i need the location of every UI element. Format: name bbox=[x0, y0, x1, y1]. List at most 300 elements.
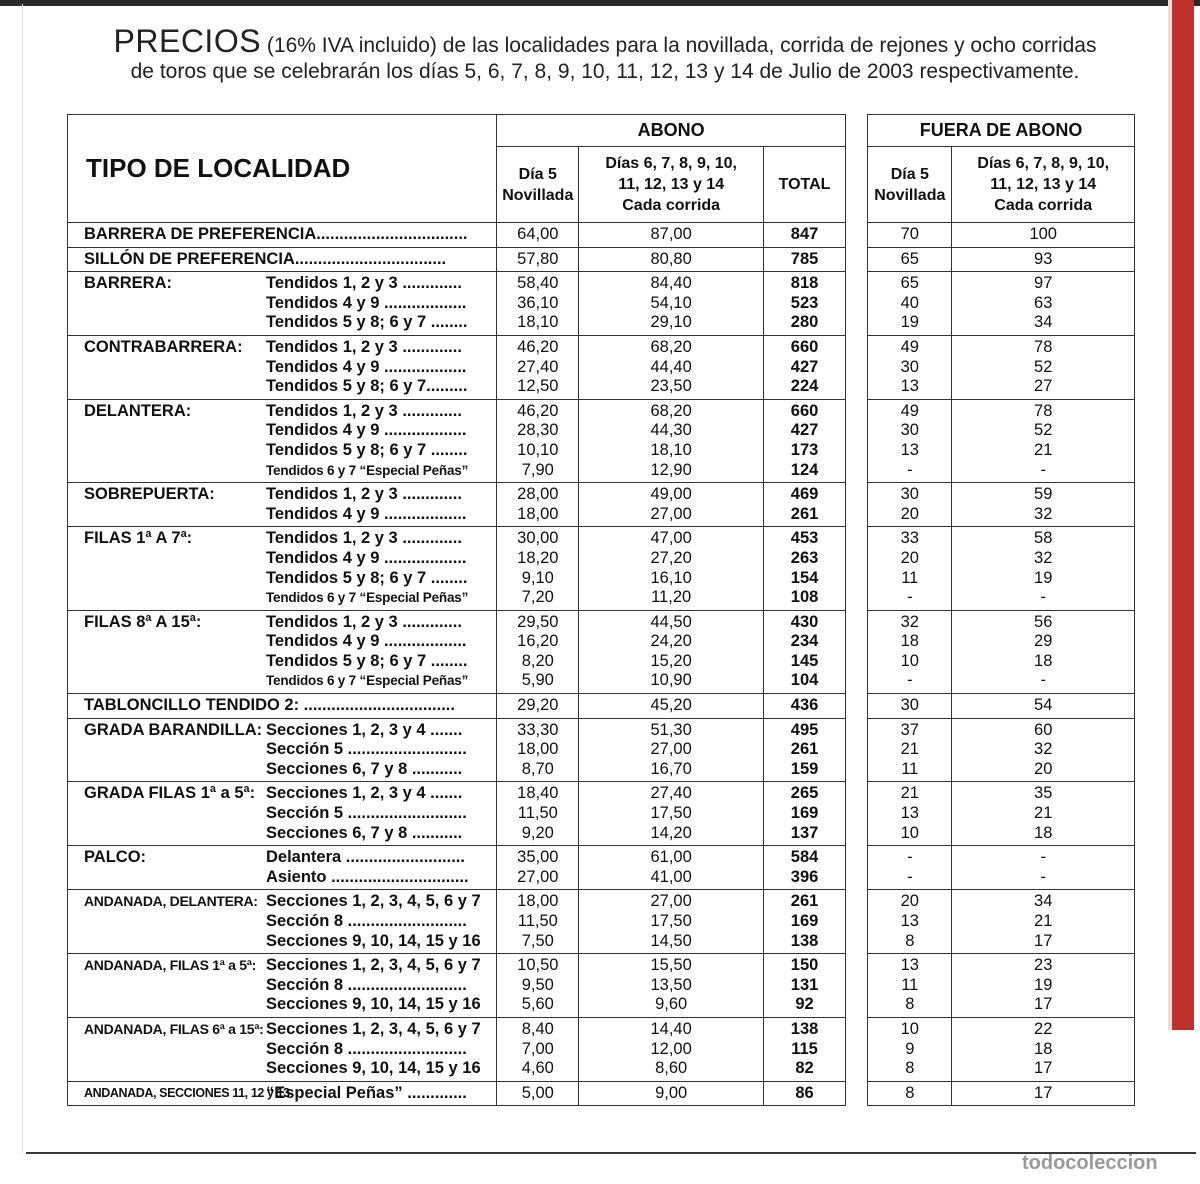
price-value: 8,40 bbox=[521, 1019, 554, 1038]
table-row bbox=[68, 247, 1135, 272]
column-gap bbox=[846, 399, 868, 482]
price-value: 32 bbox=[900, 612, 919, 631]
sublocation-label: Sección 8 .......................... bbox=[266, 975, 467, 994]
price-value: 13 bbox=[900, 377, 919, 396]
price-value: 27,40 bbox=[650, 784, 692, 803]
column-gap bbox=[846, 718, 868, 782]
table-row bbox=[68, 483, 1135, 527]
price-value: 18,20 bbox=[517, 548, 559, 567]
sublocation-label: Tendidos 1, 2 y 3 ............. bbox=[266, 274, 462, 293]
total-cell bbox=[763, 782, 845, 846]
price-value: 56 bbox=[1034, 612, 1053, 631]
category-label: GRADA BARANDILLA: bbox=[84, 720, 263, 739]
total-cell bbox=[763, 718, 845, 782]
fuera-dia5-cell bbox=[868, 483, 952, 527]
abono-corrida-cell bbox=[579, 247, 764, 272]
price-value: 396 bbox=[790, 867, 819, 886]
price-value: 8,60 bbox=[655, 1059, 688, 1078]
abono-corrida-cell bbox=[579, 782, 764, 846]
fuera-corrida-cell bbox=[952, 1081, 1135, 1106]
table-row bbox=[68, 272, 1135, 336]
abono-corrida-cell bbox=[579, 1017, 764, 1081]
price-value: 10,50 bbox=[517, 956, 559, 975]
price-value: 30 bbox=[900, 696, 919, 715]
abono-dia5-cell bbox=[497, 483, 579, 527]
price-value: 137 bbox=[790, 823, 819, 842]
price-value: 12,90 bbox=[650, 460, 692, 479]
abono-dia5-cell bbox=[497, 954, 579, 1018]
watermark-text: todocoleccion bbox=[1022, 1152, 1158, 1174]
total-cell bbox=[763, 223, 845, 248]
sublocation-label: Sección 8 .......................... bbox=[266, 1039, 467, 1058]
sublocation-label: Secciones 1, 2, 3 y 4 ....... bbox=[266, 784, 463, 803]
price-value: 11 bbox=[901, 759, 919, 778]
price-value: 11 bbox=[901, 975, 919, 994]
sublocation-label: Tendidos 6 y 7 “Especial Peñas” bbox=[266, 462, 469, 478]
table-row bbox=[68, 223, 1135, 248]
price-value: 93 bbox=[1034, 249, 1053, 268]
price-value: 224 bbox=[790, 377, 819, 396]
red-side-strip bbox=[1172, 0, 1194, 1030]
price-value: 21 bbox=[1034, 440, 1053, 459]
price-value: 818 bbox=[790, 274, 819, 293]
price-value: 18,00 bbox=[517, 504, 559, 523]
column-gap bbox=[846, 610, 868, 693]
column-gap bbox=[846, 890, 868, 954]
column-gap bbox=[846, 846, 868, 890]
abono-corrida-cell bbox=[579, 483, 764, 527]
fuera-corrida-cell bbox=[952, 272, 1135, 336]
price-value: 13,50 bbox=[650, 975, 692, 994]
column-gap bbox=[846, 483, 868, 527]
price-value: 15,20 bbox=[650, 651, 692, 670]
price-value: 495 bbox=[790, 720, 819, 739]
column-gap bbox=[846, 335, 868, 399]
price-value: 18 bbox=[1034, 823, 1053, 842]
header-tipo: TIPO DE LOCALIDAD bbox=[68, 115, 497, 223]
category-label: ANDANADA, FILAS 6ª a 15ª: bbox=[84, 1020, 264, 1037]
price-value: 108 bbox=[790, 588, 819, 607]
price-value: 64,00 bbox=[517, 225, 559, 243]
table-row bbox=[68, 718, 1135, 782]
price-value: 18,00 bbox=[517, 740, 559, 759]
price-value: 33 bbox=[900, 529, 919, 548]
price-value: 40 bbox=[900, 293, 919, 312]
abono-corrida-cell bbox=[579, 694, 764, 719]
abono-dia5-cell bbox=[497, 399, 579, 482]
price-value: 24,20 bbox=[650, 632, 692, 651]
category-label: SOBREPUERTA: bbox=[84, 485, 215, 504]
table-row bbox=[68, 335, 1135, 399]
total-cell bbox=[763, 483, 845, 527]
price-value: 30 bbox=[900, 357, 919, 376]
fuera-dia5-cell bbox=[868, 1017, 952, 1081]
row-label bbox=[68, 247, 497, 272]
price-value: 28,30 bbox=[517, 421, 559, 440]
sublocation-label: Tendidos 4 y 9 .................. bbox=[266, 548, 467, 567]
page-title bbox=[60, 23, 1150, 85]
price-value: 44,50 bbox=[650, 612, 692, 631]
fuera-dia5-cell bbox=[868, 223, 952, 248]
price-value: 9,20 bbox=[521, 823, 554, 842]
price-value: 32 bbox=[1034, 548, 1053, 567]
row-label bbox=[68, 223, 497, 248]
price-value: 29 bbox=[1034, 632, 1053, 651]
price-value: 65 bbox=[900, 249, 919, 268]
price-value: 92 bbox=[795, 995, 814, 1014]
fuera-corrida-cell bbox=[952, 527, 1135, 610]
table-row bbox=[68, 527, 1135, 610]
fuera-dia5-cell bbox=[868, 694, 952, 719]
price-value: - bbox=[907, 671, 913, 690]
price-value: 8 bbox=[905, 995, 915, 1014]
price-value: 13 bbox=[900, 440, 919, 459]
price-value: 18 bbox=[1034, 1039, 1053, 1058]
abono-dia5-cell bbox=[497, 247, 579, 272]
price-value: 234 bbox=[790, 632, 819, 651]
price-value: - bbox=[1040, 588, 1046, 607]
abono-corrida-cell bbox=[579, 718, 764, 782]
price-value: 27,00 bbox=[650, 740, 692, 759]
price-value: 14,20 bbox=[650, 823, 692, 842]
price-value: 59 bbox=[1034, 485, 1053, 504]
price-value: 14,50 bbox=[650, 931, 692, 950]
fuera-dia5-cell bbox=[868, 527, 952, 610]
category-label: BARRERA: bbox=[84, 274, 172, 293]
sublocation-label: Tendidos 1, 2 y 3 ............. bbox=[266, 612, 462, 631]
fuera-corrida-cell bbox=[952, 718, 1135, 782]
fuera-dia5-cell bbox=[868, 890, 952, 954]
row-label bbox=[68, 335, 497, 399]
price-value: 261 bbox=[790, 740, 819, 759]
price-value: 10,90 bbox=[650, 671, 692, 690]
price-value: 20 bbox=[900, 892, 919, 911]
price-value: 49 bbox=[900, 337, 919, 356]
price-value: 29,10 bbox=[650, 313, 692, 332]
abono-dia5-cell bbox=[497, 610, 579, 693]
row-label bbox=[68, 1017, 497, 1081]
price-value: 660 bbox=[790, 337, 819, 356]
abono-dia5-cell bbox=[497, 846, 579, 890]
price-value: 584 bbox=[790, 848, 819, 867]
category-label: TABLONCILLO TENDIDO 2: ................................. bbox=[84, 696, 455, 715]
price-value: 12,00 bbox=[650, 1039, 692, 1058]
price-value: 80,80 bbox=[650, 249, 692, 268]
price-value: 138 bbox=[790, 1019, 819, 1038]
header-fuera-dias: Días 6, 7, 8, 9, 10, 11, 12, 13 y 14 Cada corrida bbox=[952, 147, 1135, 223]
price-value: 9 bbox=[905, 1039, 915, 1058]
total-cell bbox=[763, 890, 845, 954]
column-gap bbox=[846, 694, 868, 719]
price-value: 21 bbox=[1034, 804, 1053, 823]
price-value: - bbox=[1040, 671, 1046, 690]
header-fuera-dia5: Día 5 Novillada bbox=[868, 147, 952, 223]
price-value: 100 bbox=[1029, 225, 1057, 243]
column-gap bbox=[846, 247, 868, 272]
abono-dia5-cell bbox=[497, 694, 579, 719]
sublocation-label: Tendidos 6 y 7 “Especial Peñas” bbox=[266, 673, 469, 689]
sublocation-label: Tendidos 4 y 9 .................. bbox=[266, 504, 467, 523]
abono-dia5-cell bbox=[497, 1017, 579, 1081]
table-row bbox=[68, 694, 1135, 719]
table-row bbox=[68, 1081, 1135, 1106]
fuera-corrida-cell bbox=[952, 247, 1135, 272]
column-gap bbox=[846, 954, 868, 1018]
price-value: 21 bbox=[900, 740, 919, 759]
header-abono: ABONO bbox=[497, 115, 846, 147]
price-value: 785 bbox=[790, 249, 819, 268]
category-label: ANDANADA, DELANTERA: bbox=[84, 893, 258, 910]
row-label bbox=[68, 272, 497, 336]
price-value: 19 bbox=[1034, 568, 1053, 587]
price-value: 20 bbox=[900, 548, 919, 567]
sublocation-label: Sección 5 .......................... bbox=[266, 804, 467, 823]
price-value: 32 bbox=[1034, 740, 1053, 759]
row-label bbox=[68, 954, 497, 1018]
total-cell bbox=[763, 527, 845, 610]
price-value: 30,00 bbox=[517, 529, 559, 548]
price-value: 145 bbox=[790, 651, 819, 670]
header-abono-dia5: Día 5 Novillada bbox=[497, 147, 579, 223]
column-gap bbox=[846, 1081, 868, 1106]
category-label: DELANTERA: bbox=[84, 401, 192, 420]
price-value: 169 bbox=[790, 804, 819, 823]
price-value: 16,10 bbox=[650, 568, 692, 587]
abono-corrida-cell bbox=[579, 890, 764, 954]
price-value: 436 bbox=[790, 696, 819, 715]
total-cell bbox=[763, 399, 845, 482]
category-label: ANDANADA, SECCIONES 11, 12 y 13 bbox=[84, 1085, 290, 1100]
price-value: 23,50 bbox=[650, 377, 692, 396]
price-value: 17 bbox=[1034, 1059, 1053, 1078]
abono-dia5-cell bbox=[497, 223, 579, 248]
table-row bbox=[68, 782, 1135, 846]
price-value: 44,30 bbox=[650, 421, 692, 440]
price-value: 18,00 bbox=[517, 892, 559, 911]
price-value: 28,00 bbox=[517, 485, 559, 504]
price-value: 17,50 bbox=[650, 912, 692, 930]
price-value: 17 bbox=[1034, 1083, 1053, 1102]
abono-dia5-cell bbox=[497, 527, 579, 610]
header-total: TOTAL bbox=[763, 147, 845, 223]
fuera-corrida-cell bbox=[952, 694, 1135, 719]
row-label bbox=[68, 694, 497, 719]
price-value: 5,60 bbox=[521, 995, 554, 1014]
sublocation-label: Tendidos 1, 2 y 3 ............. bbox=[266, 529, 462, 548]
price-value: 11,50 bbox=[517, 804, 558, 823]
price-value: 47,00 bbox=[650, 529, 692, 548]
price-value: - bbox=[907, 867, 913, 886]
price-value: 10,10 bbox=[517, 440, 559, 459]
total-cell bbox=[763, 335, 845, 399]
abono-dia5-cell bbox=[497, 272, 579, 336]
price-value: 46,20 bbox=[517, 401, 559, 420]
column-gap bbox=[846, 272, 868, 336]
price-value: 17 bbox=[1034, 931, 1053, 950]
fuera-corrida-cell bbox=[952, 782, 1135, 846]
price-value: 13 bbox=[900, 912, 919, 930]
total-cell bbox=[763, 1081, 845, 1106]
fuera-dia5-cell bbox=[868, 718, 952, 782]
abono-dia5-cell bbox=[497, 718, 579, 782]
abono-corrida-cell bbox=[579, 610, 764, 693]
fuera-corrida-cell bbox=[952, 846, 1135, 890]
price-value: 104 bbox=[790, 671, 819, 690]
price-value: 173 bbox=[790, 440, 819, 459]
price-value: 263 bbox=[790, 548, 819, 567]
row-label bbox=[68, 890, 497, 954]
price-value: 27 bbox=[1034, 377, 1053, 396]
price-value: - bbox=[1040, 867, 1046, 886]
price-value: 27,20 bbox=[650, 548, 692, 567]
price-value: 11,50 bbox=[517, 912, 558, 930]
sublocation-label: Secciones 1, 2, 3, 4, 5, 6 y 7 bbox=[266, 892, 481, 911]
price-value: 154 bbox=[790, 568, 819, 587]
price-value: 49,00 bbox=[650, 485, 692, 504]
fuera-corrida-cell bbox=[952, 399, 1135, 482]
category-label: SILLÓN DE PREFERENCIA................................. bbox=[84, 249, 447, 268]
price-value: 18,40 bbox=[517, 784, 559, 803]
title-rest: (16% IVA incluido) de las localidades para la novillada, corrida de rejones y ocho corridas bbox=[266, 34, 1097, 57]
price-value: 7,90 bbox=[521, 460, 554, 479]
fuera-dia5-cell bbox=[868, 335, 952, 399]
price-value: 18,10 bbox=[517, 313, 559, 332]
sublocation-label: Secciones 1, 2, 3, 4, 5, 6 y 7 bbox=[266, 956, 481, 975]
price-value: 169 bbox=[790, 912, 819, 930]
fuera-corrida-cell bbox=[952, 954, 1135, 1018]
sublocation-label: Secciones 1, 2, 3, 4, 5, 6 y 7 bbox=[266, 1019, 481, 1038]
column-gap bbox=[846, 527, 868, 610]
price-value: 46,20 bbox=[517, 337, 559, 356]
sublocation-label: Secciones 9, 10, 14, 15 y 16 bbox=[266, 931, 481, 950]
price-value: 4,60 bbox=[521, 1059, 554, 1078]
price-value: 35,00 bbox=[517, 848, 559, 867]
price-value: 16,70 bbox=[650, 759, 692, 778]
price-value: 68,20 bbox=[650, 337, 692, 356]
price-value: 16,20 bbox=[517, 632, 559, 651]
header-abono-dias: Días 6, 7, 8, 9, 10, 11, 12, 13 y 14 Cada corrida bbox=[579, 147, 764, 223]
price-value: 30 bbox=[900, 485, 919, 504]
sublocation-label: Delantera .......................... bbox=[266, 848, 465, 867]
price-value: 427 bbox=[790, 421, 819, 440]
total-cell bbox=[763, 846, 845, 890]
price-value: 115 bbox=[791, 1039, 818, 1058]
abono-dia5-cell bbox=[497, 890, 579, 954]
total-cell bbox=[763, 694, 845, 719]
price-value: 9,50 bbox=[521, 975, 554, 994]
fuera-dia5-cell bbox=[868, 399, 952, 482]
title-line2: de toros que se celebrarán los días 5, 6, 7, 8, 9, 10, 11, 12, 13 y 14 de Julio de 2003 respectivamente. bbox=[130, 60, 1080, 83]
price-value: 65 bbox=[900, 274, 919, 293]
price-value: 45,20 bbox=[650, 696, 692, 715]
fuera-corrida-cell bbox=[952, 335, 1135, 399]
sublocation-label: Tendidos 5 y 8; 6 y 7......... bbox=[266, 377, 468, 396]
price-value: 29,20 bbox=[517, 696, 559, 715]
price-value: 150 bbox=[790, 956, 819, 975]
total-cell bbox=[763, 272, 845, 336]
total-cell bbox=[763, 247, 845, 272]
price-value: 9,10 bbox=[521, 568, 554, 587]
fuera-dia5-cell bbox=[868, 610, 952, 693]
price-value: 660 bbox=[790, 401, 819, 420]
price-value: 61,00 bbox=[650, 848, 692, 867]
price-value: 131 bbox=[790, 975, 819, 994]
price-value: 280 bbox=[790, 313, 819, 332]
price-value: 13 bbox=[900, 956, 919, 975]
price-value: 430 bbox=[790, 612, 819, 631]
price-value: 7,50 bbox=[521, 931, 554, 950]
abono-dia5-cell bbox=[497, 782, 579, 846]
table-row bbox=[68, 890, 1135, 954]
abono-corrida-cell bbox=[579, 1081, 764, 1106]
price-value: 10 bbox=[900, 823, 919, 842]
category-label: ANDANADA, FILAS 1ª a 5ª: bbox=[84, 957, 256, 974]
price-value: 523 bbox=[790, 293, 819, 312]
price-value: 18 bbox=[1034, 651, 1053, 670]
price-value: 22 bbox=[1034, 1019, 1053, 1038]
price-value: 54 bbox=[1034, 696, 1053, 715]
row-label bbox=[68, 1081, 497, 1106]
fuera-corrida-cell bbox=[952, 610, 1135, 693]
fuera-dia5-cell bbox=[868, 954, 952, 1018]
price-value: 469 bbox=[790, 485, 819, 504]
sublocation-label: Secciones 6, 7 y 8 ........... bbox=[266, 759, 463, 778]
total-cell bbox=[763, 954, 845, 1018]
price-value: 51,30 bbox=[650, 720, 692, 739]
sublocation-label: Secciones 1, 2, 3 y 4 ....... bbox=[266, 720, 463, 739]
sublocation-label: Tendidos 6 y 7 “Especial Peñas” bbox=[266, 590, 469, 606]
price-value: 70 bbox=[900, 225, 919, 243]
price-value: 37 bbox=[900, 720, 919, 739]
table-row bbox=[68, 954, 1135, 1018]
price-value: 261 bbox=[790, 892, 819, 911]
fuera-corrida-cell bbox=[952, 890, 1135, 954]
sublocation-label: Sección 5 .......................... bbox=[266, 740, 467, 759]
abono-dia5-cell bbox=[497, 335, 579, 399]
price-value: 86 bbox=[795, 1083, 814, 1102]
price-value: 87,00 bbox=[650, 225, 692, 243]
price-value: 57,80 bbox=[517, 249, 559, 268]
price-value: - bbox=[907, 588, 913, 607]
price-value: 8,20 bbox=[521, 651, 554, 670]
price-value: 52 bbox=[1034, 357, 1053, 376]
bottom-edge bbox=[26, 1152, 1196, 1154]
abono-corrida-cell bbox=[579, 954, 764, 1018]
price-value: 138 bbox=[790, 931, 819, 950]
sublocation-label: Tendidos 5 y 8; 6 y 7 ........ bbox=[266, 651, 468, 670]
price-value: 17,50 bbox=[650, 804, 692, 823]
sublocation-label: Tendidos 1, 2 y 3 ............. bbox=[266, 401, 462, 420]
price-value: 5,00 bbox=[521, 1083, 554, 1102]
price-value: 427 bbox=[790, 357, 819, 376]
sublocation-label: Secciones 6, 7 y 8 ........... bbox=[266, 823, 463, 842]
price-value: - bbox=[907, 848, 913, 867]
price-value: 17 bbox=[1034, 995, 1053, 1014]
sublocation-label: Tendidos 1, 2 y 3 ............. bbox=[266, 485, 462, 504]
price-value: 21 bbox=[1034, 912, 1053, 930]
column-gap bbox=[846, 782, 868, 846]
row-label bbox=[68, 718, 497, 782]
fuera-dia5-cell bbox=[868, 1081, 952, 1106]
price-value: 15,50 bbox=[650, 956, 692, 975]
price-value: 78 bbox=[1034, 337, 1053, 356]
total-cell bbox=[763, 610, 845, 693]
fuera-corrida-cell bbox=[952, 483, 1135, 527]
sublocation-label: Tendidos 5 y 8; 6 y 7 ........ bbox=[266, 313, 468, 332]
price-value: 14,40 bbox=[650, 1019, 692, 1038]
price-value: 84,40 bbox=[650, 274, 692, 293]
price-value: 8 bbox=[905, 1083, 915, 1102]
